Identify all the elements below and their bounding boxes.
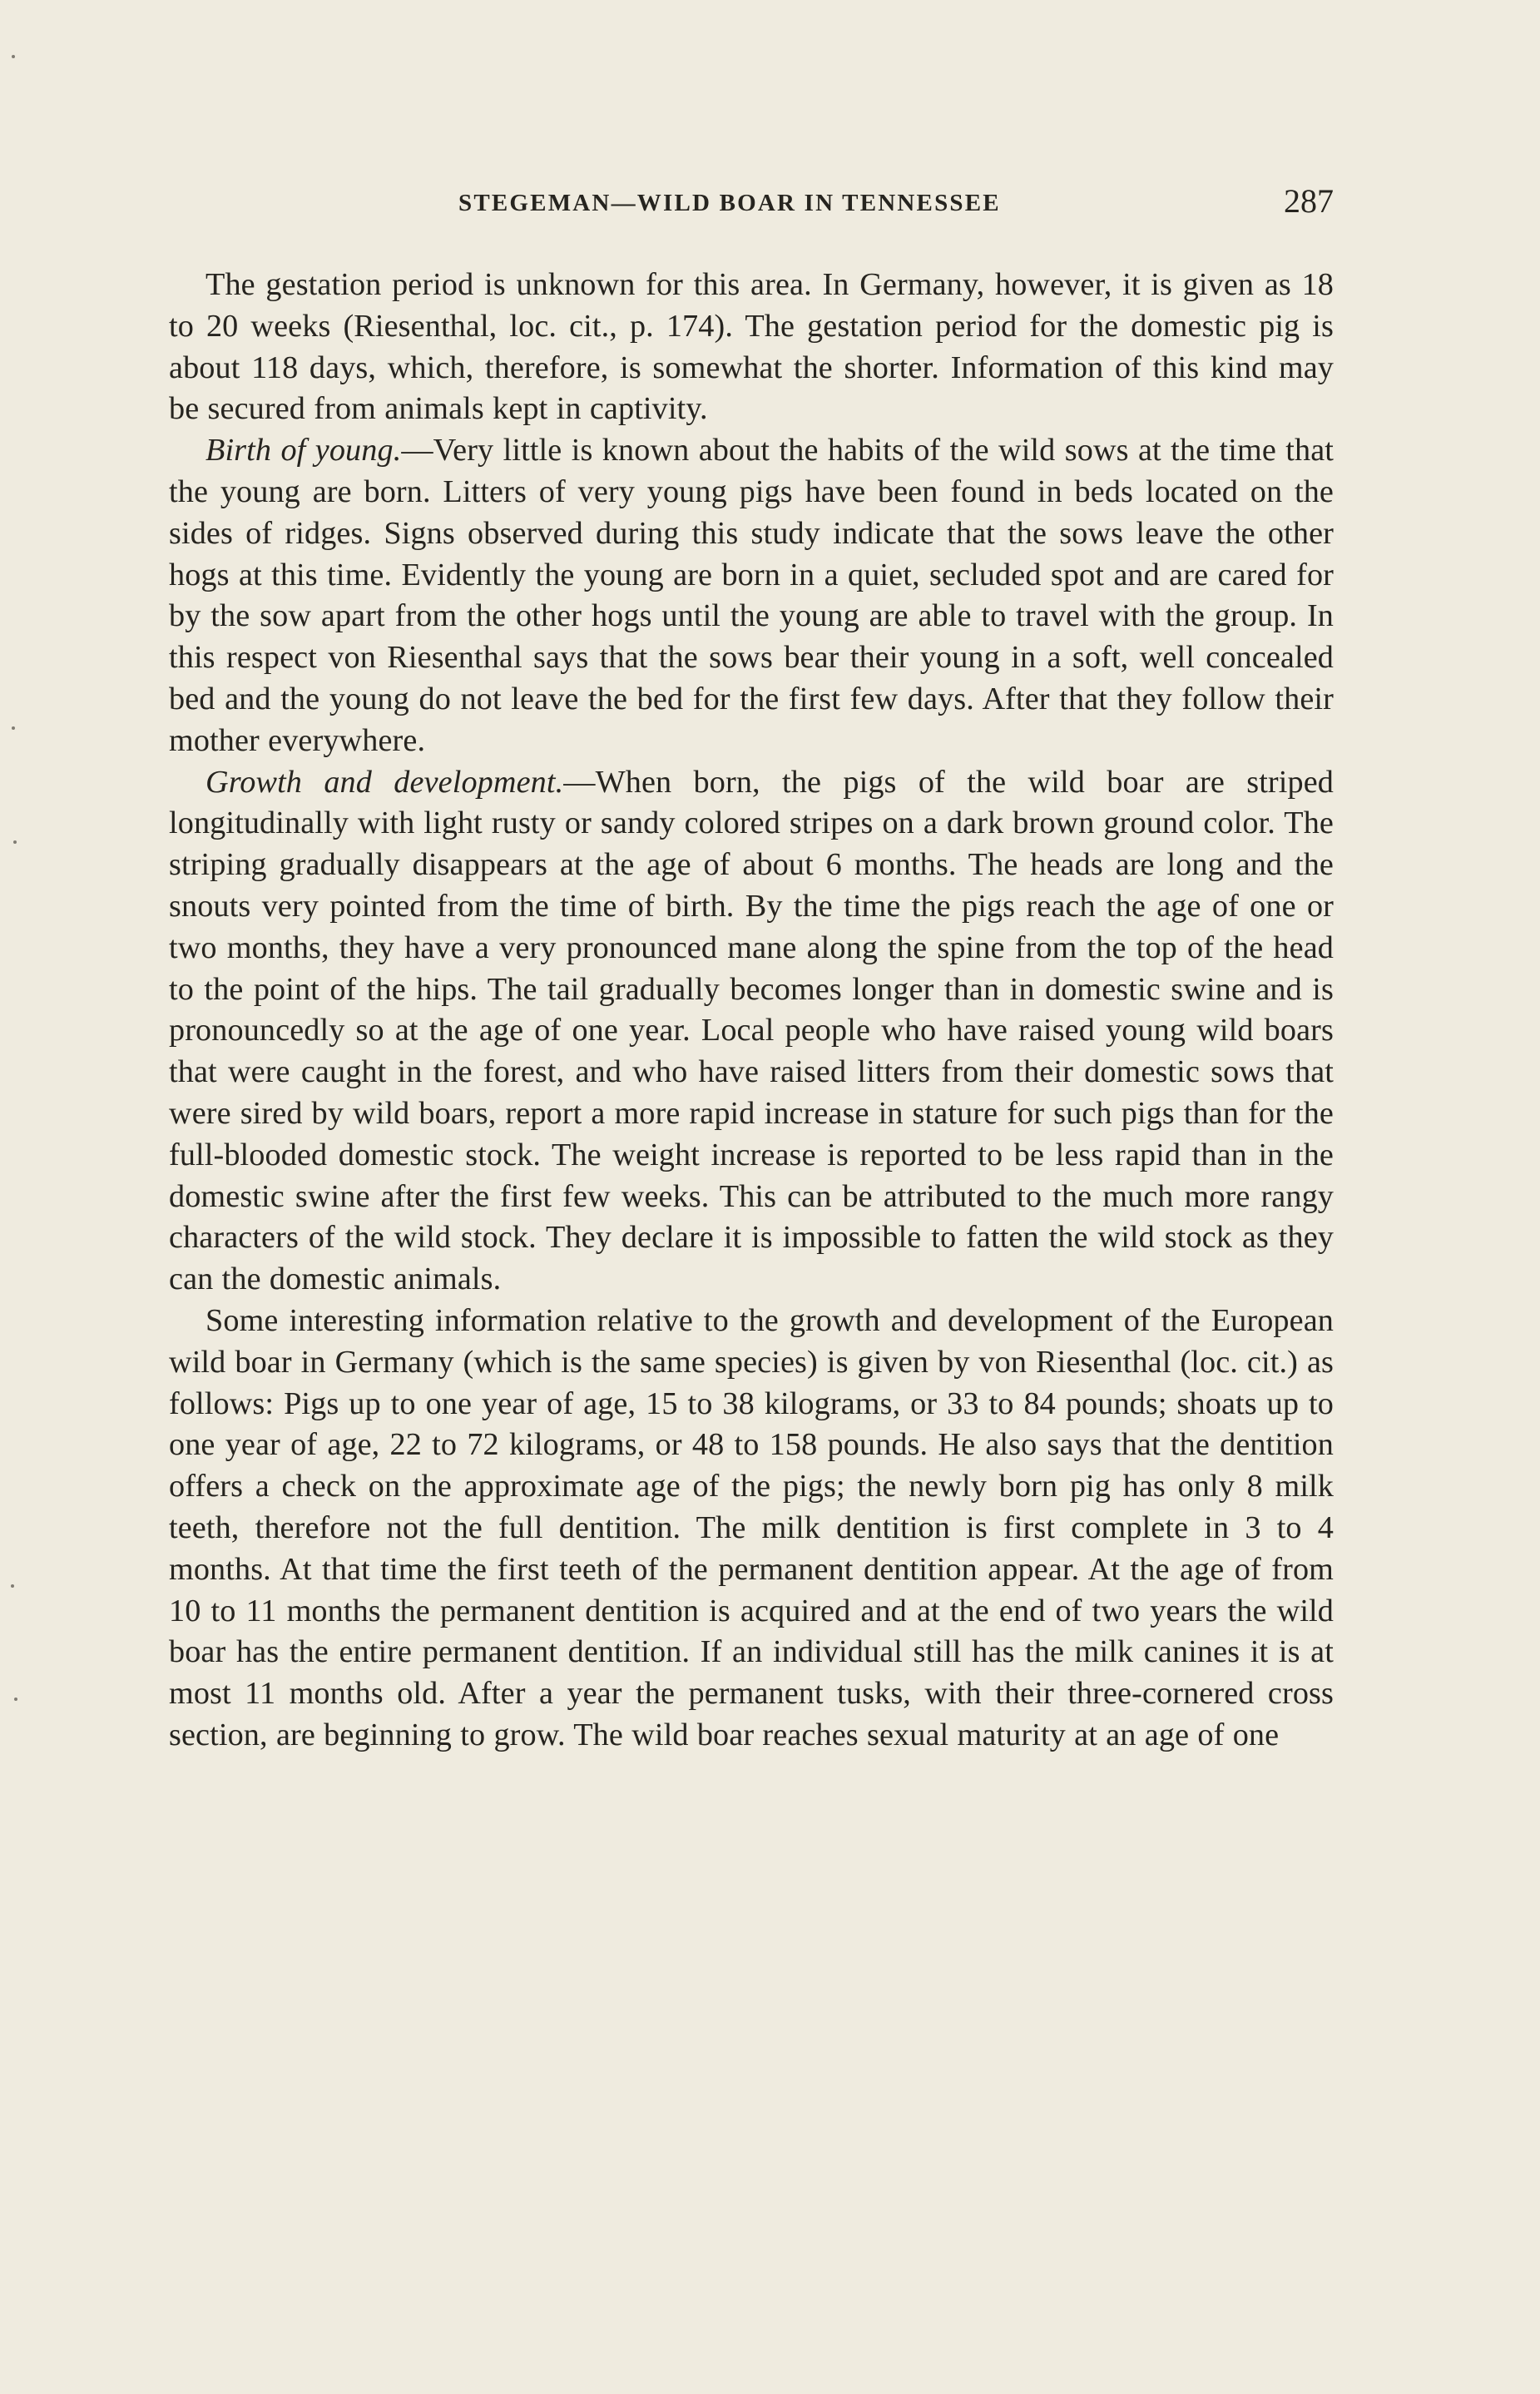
paragraph-text: The gestation period is unknown for this area. In Germany, however, it is given as 18 to 20 weeks (Riesenthal, loc. cit., p. 174). The gestation period for the domestic pig is about 118 days, which, therefore, is somewhat the shorter. Information of this kind may be secured from animals kept in captivity. bbox=[169, 267, 1334, 427]
paragraph-gestation bbox=[169, 265, 1334, 430]
paragraph-text: Some interesting information relative to the growth and development of the European wild boar in Germany (which is the same species) is given by von Riesenthal (loc. cit.) as follows: Pigs up to one year of age, 15 to 38 kilograms, or 33 to 84 pounds; shoats up to one year of age, 22 to 72 kilograms, or 48 to 158 pounds. He also says that the dentition offers a check on the approximate age of the pigs; the newly born pig has only 8 milk teeth, therefore not the full dentition. The milk dentition is first complete in 3 to 4 months. At that time the first teeth of the permanent dentition appear. At the age of from 10 to 11 months the permanent dentition is acquired and at the end of two years the wild boar has the entire permanent dentition. If an individual still has the milk canines it is at most 11 months old. After a year the permanent tusks, with their three-cornered cross section, are beginning to grow. The wild boar reaches sexual maturity at an age of one bbox=[169, 1302, 1334, 1752]
running-header bbox=[169, 176, 1334, 226]
running-title: STEGEMAN—WILD BOAR IN TENNESSEE bbox=[458, 190, 1001, 216]
body-text bbox=[169, 265, 1334, 1757]
paragraph-text: —When born, the pigs of the wild boar are striped longitudinally with light rusty or sandy colored stripes on a dark brown ground color. The striping gradually disappears at the age of about 6 months. The heads are long and the snouts very pointed from the time of birth. By the time the pigs reach the age of one or two months, they have a very pronounced mane along the spine from the top of the head to the point of the hips. The tail gradually becomes longer than in domestic swine and is pronouncedly so at the age of one year. Local people who have raised young wild boars that were caught in the forest, and who have raised litters from their domestic sows that were sired by wild boars, report a more rapid increase in stature for such pigs than for the full-blooded domestic stock. The weight increase is reported to be less rapid than in the domestic swine after the first few weeks. This can be attributed to the much more rangy characters of the wild stock. They declare it is impossible to fatten the wild stock as they can the domestic animals. bbox=[169, 764, 1334, 1297]
section-heading-birth-of-young: Birth of young. bbox=[205, 433, 402, 468]
margin-speck bbox=[12, 726, 15, 730]
margin-speck bbox=[13, 840, 17, 844]
section-heading-growth-and-development: Growth and development. bbox=[205, 764, 564, 800]
paragraph-european-wild-boar bbox=[169, 1301, 1334, 1757]
margin-speck bbox=[12, 55, 15, 58]
paragraph-text: —Very little is known about the habits of the wild sows at the time that the young are born. Litters of very young pigs have been found in beds located on the sides of ridges. Signs observed during this study indicate that the sows leave the other hogs at this time. Evidently the young are born in a quiet, secluded spot and are cared for by the sow apart from the other hogs until the young are able to travel with the group. In this respect von Riesenthal says that the sows bear their young in a soft, well concealed bed and the young do not leave the bed for the first few days. After that they follow their mother everywhere. bbox=[169, 433, 1334, 758]
margin-speck bbox=[14, 1698, 17, 1701]
paragraph-birth-of-young bbox=[169, 430, 1334, 761]
margin-speck bbox=[11, 1584, 14, 1588]
page-number: 287 bbox=[1284, 182, 1334, 220]
paragraph-growth-and-development bbox=[169, 762, 1334, 1301]
